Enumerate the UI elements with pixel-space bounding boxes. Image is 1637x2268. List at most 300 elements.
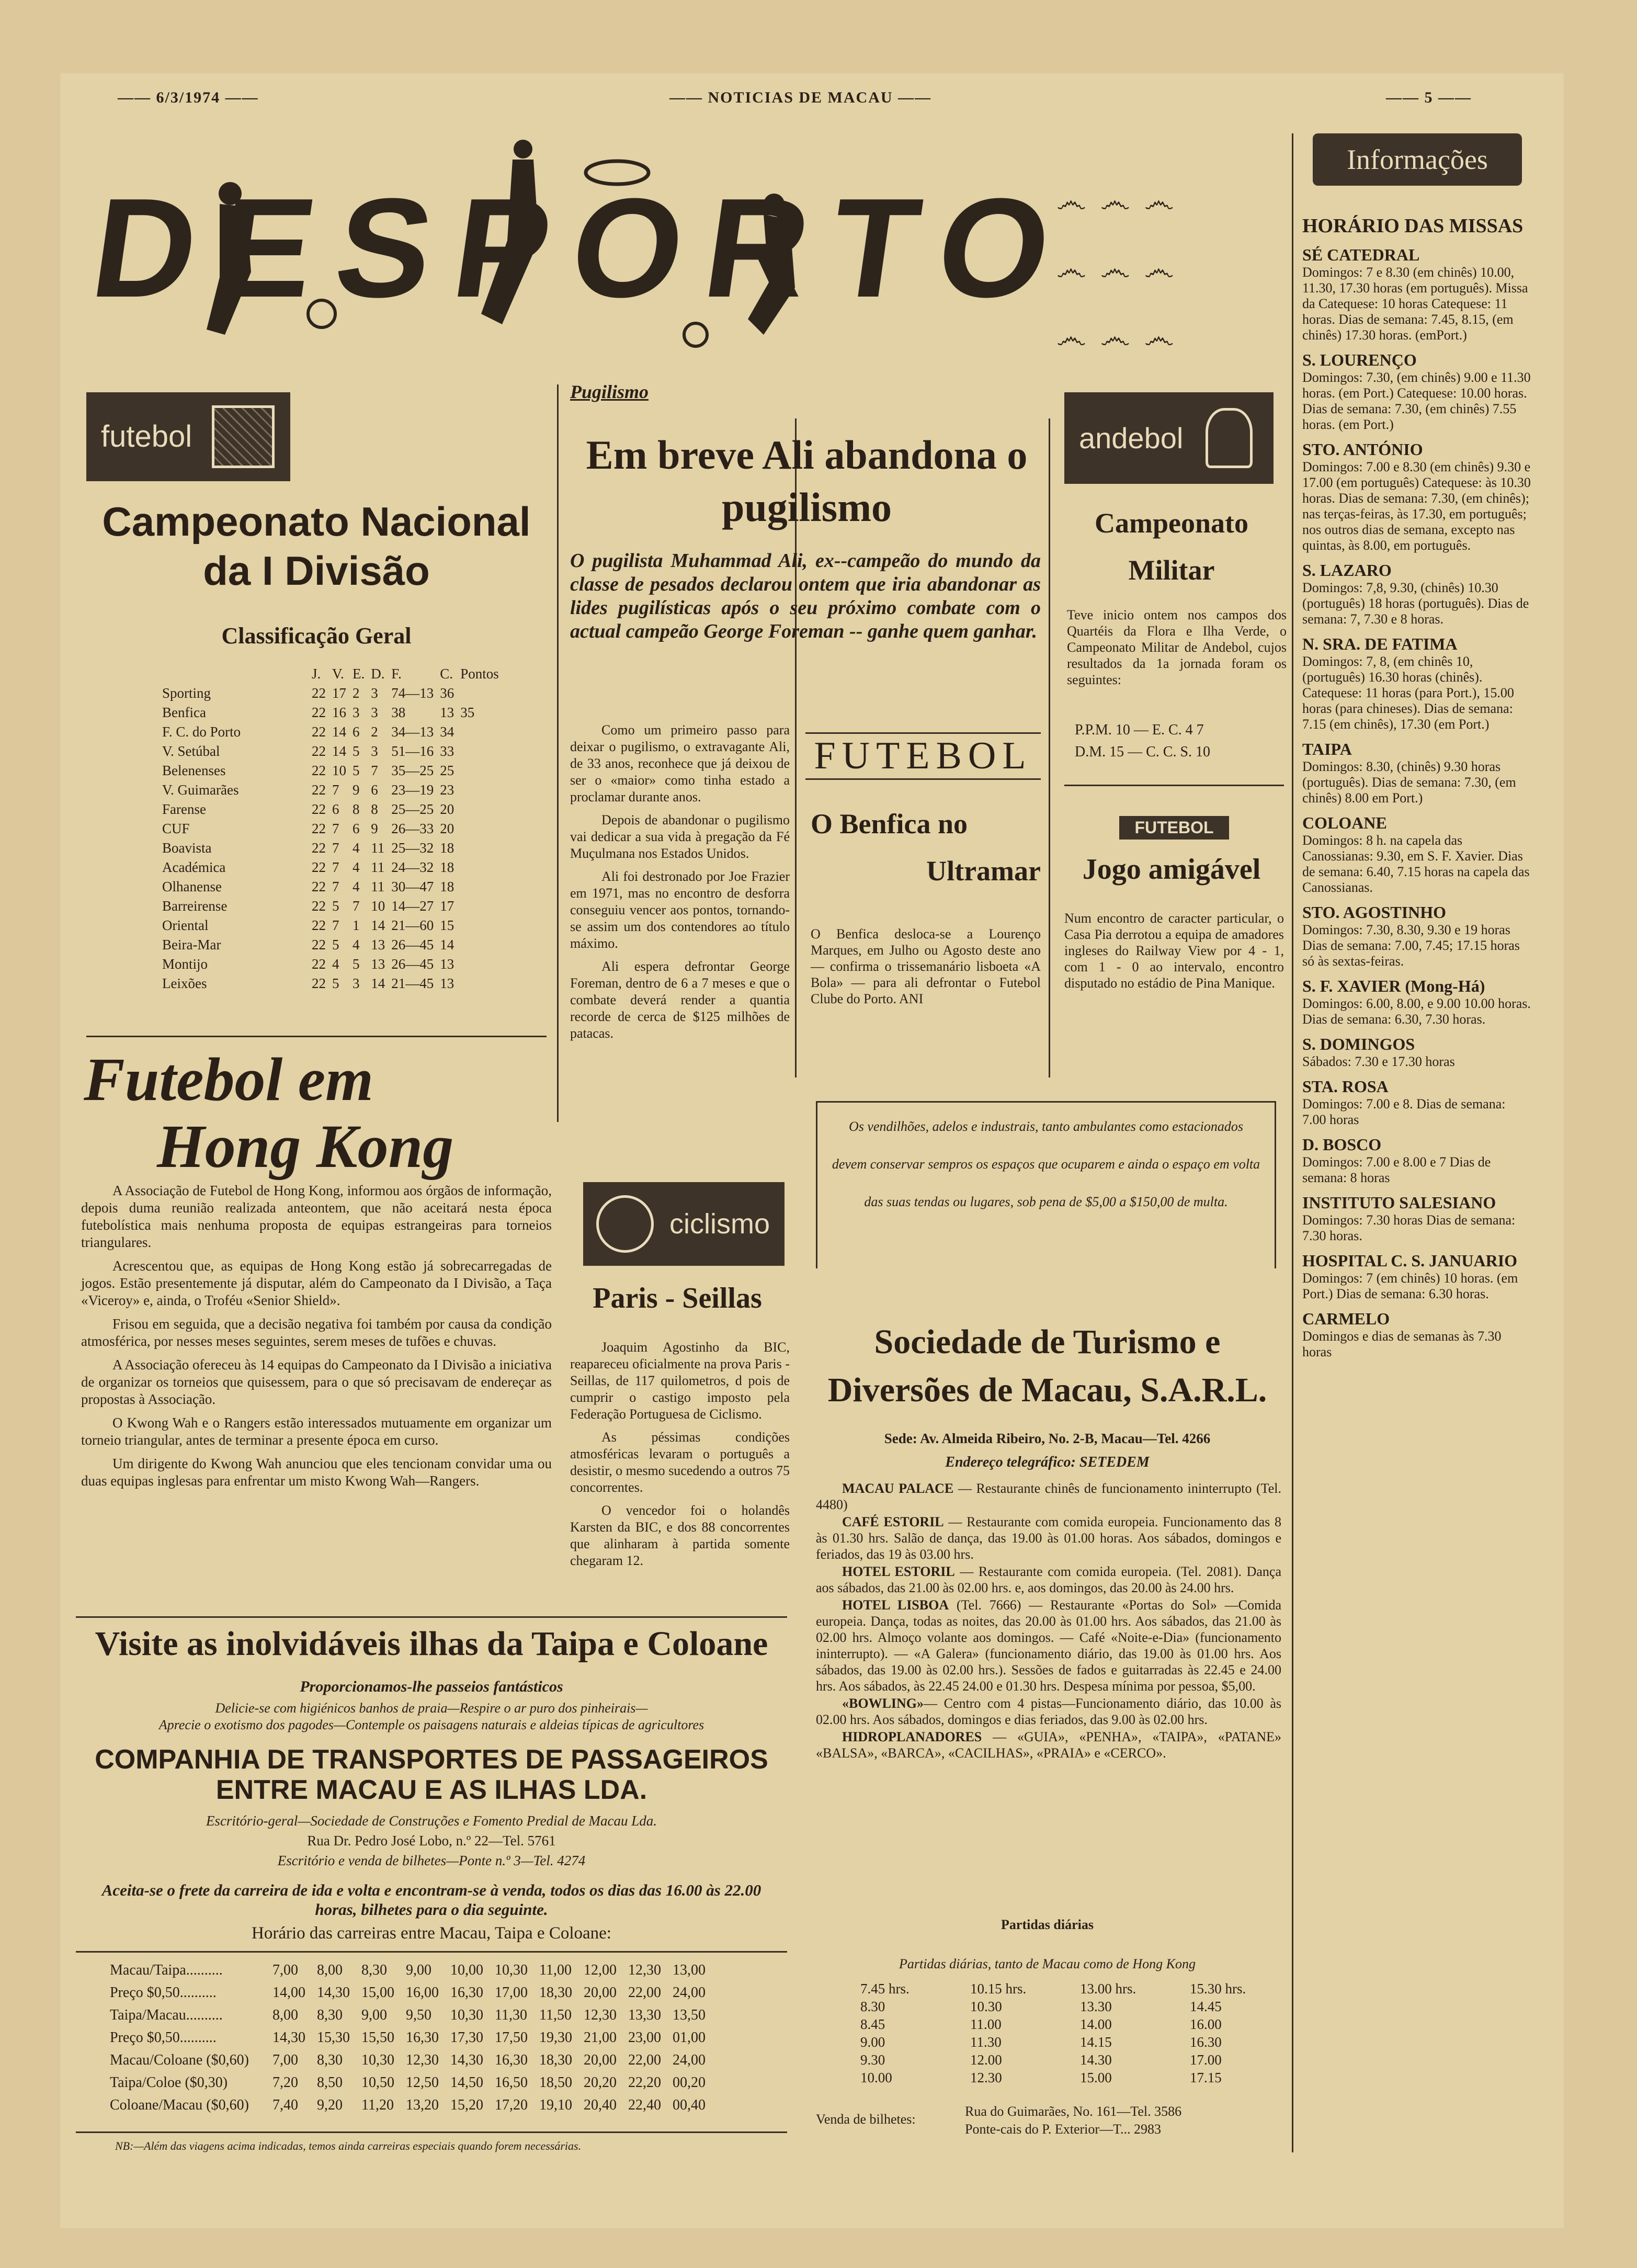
table-cell: 1	[353, 917, 360, 933]
hong-kong-article	[81, 1182, 552, 1496]
missas-list	[1302, 238, 1532, 1360]
departure-time: 9.00	[860, 2034, 885, 2050]
church-name: COLOANE	[1302, 813, 1387, 832]
hong-kong-title: Futebol em Hong Kong	[84, 1045, 454, 1181]
table-cell: 5	[353, 763, 360, 778]
header-page-number: —— 5 ——	[1386, 89, 1472, 106]
team-name: Benfica	[162, 705, 206, 720]
section-divider	[86, 1036, 547, 1037]
schedule-time: 9,00	[361, 2007, 387, 2023]
church-name: STA. ROSA	[1302, 1077, 1389, 1096]
schedule-time: 10,30	[450, 2007, 483, 2023]
table-cell: 22	[312, 705, 326, 720]
table-cell: 18	[440, 840, 454, 856]
schedule-time: 01,00	[673, 2029, 706, 2046]
schedule-row	[110, 1959, 711, 1981]
schedule-time: 17,30	[450, 2029, 483, 2046]
schedule-time: 24,00	[673, 1984, 706, 2001]
table-cell: 22	[312, 917, 326, 933]
team-name: Sporting	[162, 685, 211, 701]
departure-time: 12.30	[970, 2070, 1002, 2085]
column-rule-4	[1292, 133, 1293, 2152]
table-cell: 11	[371, 879, 385, 894]
table-cell: 3	[371, 685, 378, 701]
table-cell: 5	[332, 937, 339, 952]
schedule-time: 13,50	[673, 2007, 706, 2023]
table-row	[162, 877, 502, 897]
team-name: Barreirense	[162, 898, 228, 914]
departure-row	[860, 2051, 1300, 2069]
article-paragraph: Depois de abandonar o pugilismo vai dedicar a sua vida à pregação da Fé Muçulmana nos Estados Unidos.	[570, 812, 790, 861]
table-cell: 18	[440, 859, 454, 875]
table-row	[162, 703, 502, 722]
futebol-logo: futebol	[86, 392, 290, 481]
sociedade-sede: Sede: Av. Almeida Ribeiro, No. 2-B, Macau—Tel. 4266	[884, 1431, 1211, 1446]
col-header: V.	[332, 666, 344, 682]
schedule-time: 14,30	[272, 2029, 305, 2046]
schedule-time: 00,20	[673, 2074, 706, 2091]
team-name: Farense	[162, 801, 206, 817]
andebol-results: P.P.M. 10 — E. C. 4 7 D.M. 15 — C. C. S. 10	[1075, 722, 1211, 760]
andebol-divider	[1064, 785, 1284, 786]
table-cell: 4	[353, 937, 360, 952]
article-paragraph: Acrescentou que, as equipas de Hong Kong estão já sobrecarregadas de jogos. Estão presentemente já disputar, além do Campeonato da I Divisão, a Taça «Viceroy» e, ainda, o Troféu «Senior Shield».	[81, 1258, 552, 1308]
schedule-row	[110, 2094, 711, 2116]
table-cell: 14	[332, 724, 346, 740]
team-name: Olhanense	[162, 879, 222, 894]
schedule-time: 13,30	[628, 2007, 661, 2023]
departure-time: 14.00	[1080, 2016, 1112, 2032]
table-cell: 7	[332, 879, 339, 894]
table-cell: 36	[440, 685, 454, 701]
ciclismo-article	[570, 1339, 790, 1575]
ad-top-divider	[76, 1616, 787, 1618]
amigavel-title: Jogo amigável	[1082, 853, 1261, 886]
campeonato-title: Campeonato Nacional da I Divisão	[102, 498, 531, 594]
table-cell: 6	[353, 821, 360, 836]
schedule-time: 13,00	[673, 1962, 706, 1978]
table-row	[162, 684, 502, 703]
article-paragraph: A Associação de Futebol de Hong Kong, informou aos órgãos de informação, depois duma reunião realizada anteontem, que não aceitará nesta época futebolística mais nenhuma proposta de equipas estrangeiras para torneios triangulares.	[81, 1183, 552, 1250]
schedule-time: 12,30	[584, 2007, 617, 2023]
header-date: —— 6/3/1974 ——	[118, 89, 259, 106]
team-name: CUF	[162, 821, 190, 836]
departure-time: 10.00	[860, 2070, 892, 2085]
entry-name: CAFÉ ESTORIL	[842, 1514, 944, 1529]
table-cell: 35—25	[391, 763, 434, 778]
schedule-time: 10,30	[495, 1962, 528, 1978]
entry-text: — Restaurante chinês de funcionamento ininterrupto (Tel. 4480)	[816, 1481, 1281, 1512]
schedule-time: 8,00	[272, 2007, 298, 2023]
schedule-time: 20,20	[584, 2074, 617, 2091]
table-row	[162, 742, 502, 761]
route-name: Taipa/Macau..........	[110, 2007, 223, 2023]
header-newspaper: —— NOTICIAS DE MACAU ——	[669, 89, 932, 106]
departures-table	[860, 1980, 1300, 2086]
taipa-ad-description: Delicie-se com higiénicos banhos de praia—Respire o ar puro dos pinheirais— Aprecie o exotismo dos pagodes—Contemple os paisagens naturais e aldeias típicas de agricultores	[158, 1700, 704, 1732]
departure-time: 14.45	[1190, 1999, 1222, 2014]
table-cell: 22	[312, 840, 326, 856]
sociedade-entry	[816, 1563, 1281, 1596]
schedule-time: 8,00	[317, 1962, 343, 1978]
company-addresses: Escritório-geral—Sociedade de Construções e Fomento Predial de Macau Lda. Rua Dr. Pedro José Lobo, n.º 22—Tel. 5761 Escritório e venda de bilhetes—Ponte n.º 3—Tel. 4274	[206, 1813, 657, 1868]
table-cell: 30—47	[391, 879, 434, 894]
departure-time: 14.30	[1080, 2052, 1112, 2068]
entry-text: — Restaurante com comida europeia. Funcionamento das 8 às 01.30 hrs. Salão de dança, das 19.00 às 01.00 horas. Aos sábados, domingos e feriados, das 19 às 03.00 hrs.	[816, 1514, 1281, 1562]
nb-note: NB:—Além das viagens acima indicadas, temos ainda carreiras especiais quando forem necessárias.	[115, 2139, 582, 2152]
bus-schedule-table	[110, 1959, 711, 2116]
ali-headline: Em breve Ali abandona o pugilismo	[586, 432, 1028, 530]
table-cell: 6	[371, 782, 378, 798]
church-name: INSTITUTO SALESIANO	[1302, 1193, 1496, 1212]
schedule-time: 14,30	[317, 1984, 350, 2001]
article-paragraph: O vencedor foi o holandês Karsten da BIC, e dos 88 concorrentes que alinharam à partida somente chegaram 12.	[570, 1503, 790, 1568]
table-row	[162, 838, 502, 858]
departure-time: 17.00	[1190, 2052, 1222, 2068]
route-name: Taipa/Coloe ($0,30)	[110, 2074, 228, 2091]
schedule-time: 8,30	[317, 2007, 343, 2023]
team-name: Oriental	[162, 917, 209, 933]
schedule-time: 18,30	[539, 2052, 572, 2068]
table-row	[162, 800, 502, 819]
schedule-time: 16,50	[495, 2074, 528, 2091]
table-cell: 16	[332, 705, 346, 720]
departure-time: 17.15	[1190, 2070, 1222, 2085]
table-cell: 5	[353, 956, 360, 972]
church-name: SÉ CATEDRAL	[1302, 245, 1420, 264]
article-paragraph: A Associação ofereceu às 14 equipas do Campeonato da I Divisão a iniciativa de organizar os torneios que quisessem, para o que só precisavam de endereçar as propostas à Associação.	[81, 1357, 552, 1407]
entry-name: HOTEL ESTORIL	[842, 1564, 955, 1579]
schedule-time: 12,30	[406, 2052, 439, 2068]
schedule-time: 13,20	[406, 2097, 439, 2113]
schedule-time: 16,30	[450, 1984, 483, 2001]
table-cell: 22	[312, 859, 326, 875]
table-cell: 22	[312, 956, 326, 972]
schedule-time: 9,00	[406, 1962, 431, 1978]
sociedade-entry	[816, 1729, 1281, 1761]
article-paragraph: Frisou em seguida, que a decisão negativa foi também por causa da condição atmosférica, por nesses meses seguintes, serem meses de tufões e chuvas.	[81, 1316, 552, 1349]
table-row	[162, 780, 502, 800]
cyclist-icon	[596, 1195, 654, 1253]
team-name: Montijo	[162, 956, 208, 972]
team-name: Boavista	[162, 840, 212, 856]
table-cell: 22	[312, 879, 326, 894]
schedule-time: 23,00	[628, 2029, 661, 2046]
schedule-row	[110, 2071, 711, 2094]
handball-player-icon	[1206, 408, 1253, 468]
ali-lead: O pugilista Muhammad Ali, ex--campeão do mundo da classe de pesados declarou ontem que iria abandonar as lides pugilísticas após o seu próximo combate com o actual campeão George Foreman -- ganhe quem ganhar.	[570, 550, 1041, 642]
table-cell: 33	[440, 743, 454, 759]
departure-time: 16.00	[1190, 2016, 1222, 2032]
table-cell: 25—32	[391, 840, 434, 856]
col-header: Pontos	[460, 666, 499, 682]
entry-name: HIDROPLANADORES	[842, 1729, 982, 1744]
sociedade-entry	[816, 1695, 1281, 1728]
church-name: HOSPITAL C. S. JANUARIO	[1302, 1251, 1518, 1270]
schedule-time: 8,50	[317, 2074, 343, 2091]
table-cell: 6	[353, 724, 360, 740]
schedule-time: 9,50	[406, 2007, 431, 2023]
schedule-time: 14,50	[450, 2074, 483, 2091]
team-name: Leixões	[162, 976, 207, 991]
departure-time: 12.00	[970, 2052, 1002, 2068]
informacoes-title: Informações	[1313, 133, 1522, 186]
schedule-time: 22,00	[628, 2052, 661, 2068]
schedule-row	[110, 2026, 711, 2049]
table-cell: 74—13	[391, 685, 434, 701]
church-name: S. F. XAVIER (Mong-Há)	[1302, 977, 1485, 995]
mass-times: Domingos: 8 h. na capela das Canossianas: 9.30, em S. F. Xavier. Dias de semana: 6.40, 7.15 horas na capela das Canossianas.	[1302, 833, 1530, 895]
schedule-divider	[76, 1951, 787, 1953]
entry-text: — Centro com 4 pistas—Funcionamento diário, das 10.00 às 02.00 hrs. Aos sábados, domingos e dias feriados, das 9.00 às 02.00 hrs.	[816, 1696, 1281, 1727]
mass-times: Domingos: 7 (em chinês) 10 horas. (em Port.) Dias de semana: 6.30 horas.	[1302, 1271, 1518, 1301]
table-cell: 3	[371, 743, 378, 759]
table-row	[162, 955, 502, 974]
schedule-time: 18,50	[539, 2074, 572, 2091]
schedule-time: 16,30	[495, 2052, 528, 2068]
schedule-time: 11,00	[539, 1962, 572, 1978]
entry-name: «BOWLING»	[842, 1696, 924, 1711]
mass-times: Domingos: 7.00 e 8.00 e 7 Dias de semana: 8 horas	[1302, 1154, 1491, 1185]
mass-times: Domingos: 7.30, (em chinês) 9.00 e 11.30 horas. (em Port.) Catequese: 10.00 horas. Dias de semana: 7.30, (em chinês) 7.55 horas. (em Port.)	[1302, 370, 1531, 432]
schedule-time: 16,00	[406, 1984, 439, 2001]
table-cell: 20	[440, 801, 454, 817]
table-cell: 10	[371, 898, 385, 914]
departure-row	[860, 2069, 1300, 2086]
entry-text: — «GUIA», «PENHA», «TAIPA», «PATANE» «BALSA», «BARCA», «CACILHAS», «PRAIA» e «CERCO».	[816, 1729, 1281, 1761]
departure-row	[860, 2015, 1300, 2033]
schedule-time: 00,40	[673, 2097, 706, 2113]
schedule-time: 19,10	[539, 2097, 572, 2113]
schedule-row	[110, 2049, 711, 2071]
ali-article	[570, 722, 790, 1048]
table-cell: 11	[371, 859, 385, 875]
benfica-title: O Benfica no Ultramar	[811, 808, 1041, 887]
table-cell: 14	[332, 743, 346, 759]
ciclismo-title: Paris - Seillas	[593, 1282, 762, 1314]
article-paragraph: As péssimas condições atmosféricas levaram o português a desistir, o mesmo sucedendo a outros 75 concorrentes.	[570, 1430, 790, 1495]
table-row	[162, 858, 502, 877]
schedule-row	[110, 2004, 711, 2026]
church-name: D. BOSCO	[1302, 1135, 1382, 1154]
schedule-time: 17,20	[495, 2097, 528, 2113]
schedule-time: 18,30	[539, 1984, 572, 2001]
route-name: Macau/Coloane ($0,60)	[110, 2052, 249, 2068]
mass-times: Domingos: 7 e 8.30 (em chinês) 10.00, 11.30, 17.30 horas (em português). Missa da Catequese: 10 horas Catequese: 11 horas. Dias de semana: 7.45, 8.15, (em chinês) 17.30 horas. (emPort.)	[1302, 265, 1528, 343]
column-rule-1	[557, 384, 559, 1122]
table-cell: 25—25	[391, 801, 434, 817]
schedule-time: 22,00	[628, 1984, 661, 2001]
taipa-ad-tagline: Proporcionamos-lhe passeios fantásticos	[300, 1678, 563, 1695]
horario-title: Horário das carreiras entre Macau, Taipa e Coloane:	[252, 1924, 611, 1943]
church-name: S. DOMINGOS	[1302, 1035, 1415, 1053]
team-name: Belenenses	[162, 763, 226, 778]
schedule-time: 7,00	[272, 1962, 298, 1978]
article-paragraph: Como um primeiro passo para deixar o pugilismo, o extravagante Ali, de 33 anos, reconhece que já deixou de ser o «maior» como tinha estado a proclamar durante anos.	[570, 722, 790, 804]
col-header: F.	[391, 666, 402, 682]
article-paragraph: Ali foi destronado por Joe Frazier em 1971, mas no encontro de desforra conseguiu vencer aos pontos, tornando-se assim um dos contendores ao título máximo.	[570, 869, 790, 951]
article-paragraph: Um dirigente do Kwong Wah anunciou que eles tencionam convidar uma ou duas equipas inglesas para enfrentar um misto Kwong Wah—Rangers.	[81, 1456, 552, 1489]
table-cell: 17	[332, 685, 346, 701]
church-name: N. SRA. DE FATIMA	[1302, 634, 1458, 653]
article-paragraph: Ali espera defrontar George Foreman, dentro de 6 a 7 meses e que o combate deverá render a quantia recorde de cerca de $125 milhões de patacas.	[570, 959, 790, 1041]
table-cell: 2	[353, 685, 360, 701]
schedule-time: 11,30	[495, 2007, 527, 2023]
departure-time: 16.30	[1190, 2034, 1222, 2050]
aceita-notice: Aceita-se o frete da carreira de ida e volta e encontram-se à venda, todos os dias das 16.00 às 22.00 horas, bilhetes para o dia seguinte.	[101, 1881, 761, 1919]
table-cell: 14	[440, 937, 454, 952]
table-cell: 4	[353, 859, 360, 875]
table-cell: 22	[312, 898, 326, 914]
notice-box: Os vendilhões, adelos e industrais, tanto ambulantes como estacionados devem conservar sempros os espaços que ocuparem e ainda o espaço em volta das suas tendas ou lugares, sob pena de $5,00 a $150,00 de multa.	[816, 1101, 1276, 1268]
andebol-article: Teve inicio ontem nos campos dos Quartéis da Flora e Ilha Verde, o Campeonato Militar de Andebol, cujos resultados da 1a jornada foram os seguintes:	[1067, 607, 1287, 687]
table-cell: 15	[440, 917, 454, 933]
col-header: C.	[440, 666, 453, 682]
table-cell: 14—27	[391, 898, 434, 914]
table-cell: 13	[371, 956, 385, 972]
schedule-time: 19,30	[539, 2029, 572, 2046]
schedule-time: 24,00	[673, 2052, 706, 2068]
schedule-time: 7,40	[272, 2097, 298, 2113]
entry-name: HOTEL LISBOA	[842, 1597, 949, 1613]
missas-heading: HORÁRIO DAS MISSAS	[1302, 215, 1524, 237]
schedule-time: 15,20	[450, 2097, 483, 2113]
table-cell: 3	[353, 976, 360, 991]
church-name: CARMELO	[1302, 1309, 1390, 1328]
schedule-time: 15,30	[317, 2029, 350, 2046]
entry-name: MACAU PALACE	[842, 1481, 954, 1496]
table-cell: 23	[440, 782, 454, 798]
sociedade-entry	[816, 1514, 1281, 1562]
schedule-time: 11,20	[361, 2097, 394, 2113]
table-cell: 7	[371, 763, 378, 778]
table-cell: 11	[371, 840, 385, 856]
mass-times: Domingos: 7, 8, (em chinês 10, (português) 16.30 horas (chinês). Catequese: 11 horas (para Port.), 15.00 horas (para chineses). Dias de semana: 7.15 (em chinês), 17.30 (em Port.)	[1302, 654, 1514, 732]
departure-row	[860, 1998, 1300, 2015]
table-cell: 26—45	[391, 956, 434, 972]
schedule-time: 10,00	[450, 1962, 483, 1978]
departure-time: 10.30	[970, 1999, 1002, 2014]
schedule-time: 15,50	[361, 2029, 394, 2046]
schedule-time: 20,40	[584, 2097, 617, 2113]
departure-row	[860, 2033, 1300, 2051]
table-cell: 22	[312, 743, 326, 759]
table-cell: 13	[440, 976, 454, 991]
sociedade-telegrafico: Endereço telegráfico: SETEDEM	[945, 1454, 1150, 1470]
departure-time: 11.00	[970, 2016, 1002, 2032]
table-cell: 14	[371, 917, 385, 933]
departure-time: 15.30 hrs.	[1190, 1981, 1246, 1997]
table-cell: 17	[440, 898, 454, 914]
team-name: Académica	[162, 859, 226, 875]
classification-table	[162, 664, 502, 993]
table-cell: 21—45	[391, 976, 434, 991]
schedule-time: 21,00	[584, 2029, 617, 2046]
table-cell: 7	[353, 898, 360, 914]
route-name: Coloane/Macau ($0,60)	[110, 2097, 249, 2113]
col-header: E.	[353, 666, 365, 682]
table-cell: 6	[332, 801, 339, 817]
table-row	[162, 897, 502, 916]
table-cell: 18	[440, 879, 454, 894]
sociedade-entries	[816, 1480, 1281, 1762]
table-cell: 4	[332, 956, 339, 972]
church-name: S. LAZARO	[1302, 561, 1392, 580]
schedule-time: 11,50	[539, 2007, 572, 2023]
departure-time: 8.45	[860, 2016, 885, 2032]
schedule-time: 10,50	[361, 2074, 394, 2091]
table-cell: 22	[312, 724, 326, 740]
table-cell: 3	[371, 705, 378, 720]
church-name: STO. ANTÓNIO	[1302, 440, 1423, 459]
table-cell: 22	[312, 937, 326, 952]
table-cell: 26—33	[391, 821, 434, 836]
col-header: D.	[371, 666, 385, 682]
table-cell: 8	[371, 801, 378, 817]
mass-times: Domingos: 7,8, 9.30, (chinês) 10.30 (português) 18 horas (português). Dias de semana: 7, 7.30 e 8 horas.	[1302, 580, 1529, 627]
benfica-article: O Benfica desloca-se a Lourenço Marques, em Julho ou Agosto deste ano — confirma o trissemanário lisboeta «A Bola» — para ali defrontar o Futebol Clube do Porto. ANI	[811, 926, 1041, 1006]
table-cell: 2	[371, 724, 378, 740]
table-cell: 22	[312, 821, 326, 836]
table-cell: 22	[312, 685, 326, 701]
table-row	[162, 722, 502, 742]
table-cell: 22	[312, 801, 326, 817]
schedule-time: 15,00	[361, 1984, 394, 2001]
table-cell: 20	[440, 821, 454, 836]
table-row	[162, 974, 502, 993]
table-cell: 4	[353, 879, 360, 894]
table-cell: 22	[312, 976, 326, 991]
departure-time: 11.30	[970, 2034, 1002, 2050]
article-paragraph: O Kwong Wah e o Rangers estão interessados mutuamente em organizar um torneio triangular, antes de terminar a presente época em curso.	[81, 1415, 552, 1448]
schedule-time: 16,30	[406, 2029, 439, 2046]
route-name: Preço $0,50..........	[110, 1984, 217, 2001]
team-name: V. Guimarães	[162, 782, 239, 798]
table-cell: 13	[440, 956, 454, 972]
schedule-time: 22,40	[628, 2097, 661, 2113]
amigavel-article: Num encontro de caracter particular, o Casa Pia derrotou a equipa de amadores ingleses do Railway View por 4 - 1, com 1 - 0 ao intervalo, encontro disputado no estádio de Pina Manique.	[1064, 911, 1284, 991]
departure-time: 14.15	[1080, 2034, 1112, 2050]
church-name: TAIPA	[1302, 740, 1352, 758]
schedule-row	[110, 1981, 711, 2004]
table-cell: 5	[353, 743, 360, 759]
departure-time: 10.15 hrs.	[970, 1981, 1027, 1997]
departure-row	[860, 1980, 1300, 1998]
mass-times: Domingos: 8.30, (chinês) 9.30 horas (português). Dias de semana: 7.30, (em chinês) 8.00 em Port.)	[1302, 759, 1516, 806]
table-cell: 21—60	[391, 917, 434, 933]
table-cell: 9	[353, 782, 360, 798]
table-cell: 4	[353, 840, 360, 856]
article-paragraph: Joaquim Agostinho da BIC, reapareceu oficialmente na prova Paris - Seillas, de 117 quilometros, d pois de cumprir o castigo imposto pela Federação Portuguesa de Ciclismo.	[570, 1340, 790, 1422]
schedule-time: 17,50	[495, 2029, 528, 2046]
sociedade-entry	[816, 1597, 1281, 1694]
table-cell: 10	[332, 763, 346, 778]
partidas-subtitle: Partidas diárias, tanto de Macau como de Hong Kong	[899, 1956, 1196, 1971]
table-cell: 13	[371, 937, 385, 952]
table-cell: 8	[353, 801, 360, 817]
taipa-ad-title: Visite as inolvidáveis ilhas da Taipa e Coloane	[95, 1625, 768, 1663]
table-row	[162, 761, 502, 780]
company-name: COMPANHIA DE TRANSPORTES DE PASSAGEIROS ENTRE MACAU E AS ILHAS LDA.	[95, 1744, 768, 1805]
table-cell: 7	[332, 840, 339, 856]
goal-net-icon	[212, 405, 275, 468]
table-cell: 7	[332, 782, 339, 798]
schedule-time: 12,50	[406, 2074, 439, 2091]
pugilismo-section-label: Pugilismo	[570, 381, 649, 402]
route-name: Macau/Taipa..........	[110, 1962, 223, 1978]
sociedade-title: Sociedade de Turismo e Diversões de Macau, S.A.R.L.	[827, 1323, 1267, 1409]
church-name: S. LOURENÇO	[1302, 350, 1417, 369]
